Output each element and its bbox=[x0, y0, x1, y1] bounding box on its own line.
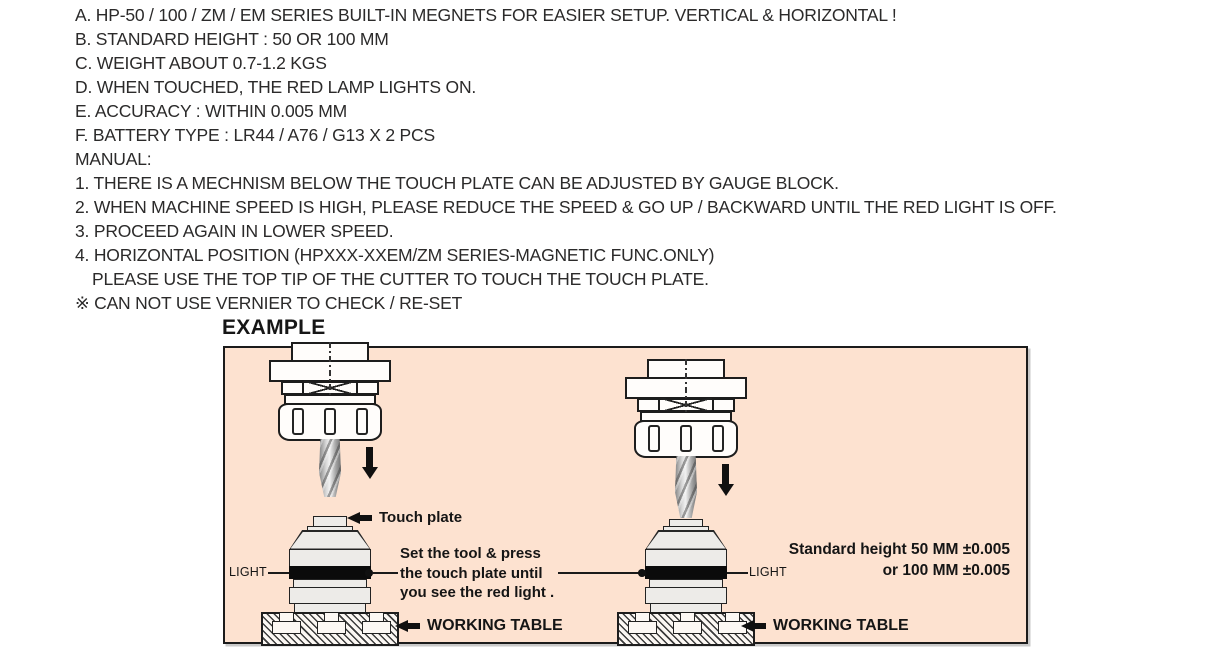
spindle-assembly-left bbox=[225, 348, 1026, 642]
touch-plate-lip bbox=[307, 526, 353, 531]
example-heading: EXAMPLE bbox=[222, 316, 326, 339]
note-line: ※ CAN NOT USE VERNIER TO CHECK / RE-SET bbox=[75, 293, 463, 313]
working-table-callout-left bbox=[395, 617, 563, 635]
spindle-shaft bbox=[647, 359, 725, 379]
setter-rings bbox=[289, 587, 371, 604]
collet-nut bbox=[278, 403, 382, 441]
setter-cone bbox=[289, 530, 371, 550]
spec-line-a: A. HP-50 / 100 / ZM / EM SERIES BUILT-IN MEGNETS FOR EASIER SETUP. VERTICAL & HORIZONTAL ! bbox=[75, 5, 897, 25]
setter-body bbox=[289, 549, 371, 567]
center-line bbox=[685, 359, 687, 415]
spec-line-d: D. WHEN TOUCHED, THE RED LAMP LIGHTS ON. bbox=[75, 77, 477, 97]
drive-key-cross bbox=[658, 398, 714, 412]
collet-slot bbox=[324, 408, 336, 435]
t-slot bbox=[628, 613, 655, 632]
collet-slot bbox=[648, 425, 660, 452]
manual-step-2: 2. WHEN MACHINE SPEED IS HIGH, PLEASE REDUCE THE SPEED & GO UP / BACKWARD UNTIL THE RED LIGHT IS OFF. bbox=[75, 197, 1057, 217]
working-table-label-right: WORKING TABLE bbox=[773, 617, 909, 634]
standard-height-note bbox=[755, 540, 1010, 581]
spindle-neck bbox=[284, 394, 376, 405]
light-label-right: LIGHT bbox=[749, 565, 787, 579]
down-arrow-icon bbox=[361, 447, 378, 479]
setter-step bbox=[293, 579, 367, 588]
center-line bbox=[329, 342, 331, 398]
height-setter-right bbox=[225, 348, 1026, 642]
setter-base bbox=[294, 603, 366, 613]
spindle-head bbox=[269, 360, 391, 382]
end-mill-cutter bbox=[319, 439, 341, 497]
drive-key-tabs bbox=[637, 398, 735, 412]
spindle-head bbox=[625, 377, 747, 399]
manual-step-3: 3. PROCEED AGAIN IN LOWER SPEED. bbox=[75, 221, 394, 241]
light-label-left: LIGHT bbox=[229, 565, 267, 579]
instruction-text bbox=[400, 544, 554, 603]
light-leader-line bbox=[268, 572, 289, 574]
spindle-neck bbox=[640, 411, 732, 422]
standard-height-line-1: Standard height 50 MM ±0.005 bbox=[788, 541, 1010, 558]
left-arrow-icon bbox=[395, 620, 420, 632]
setter-cone bbox=[645, 530, 727, 550]
manual-heading: MANUAL: bbox=[75, 149, 152, 169]
t-slot bbox=[272, 613, 299, 632]
instruction-line-1: Set the tool & press bbox=[400, 545, 541, 562]
leader-line bbox=[558, 572, 642, 574]
touch-plate-callout bbox=[347, 509, 462, 526]
collet-slot bbox=[680, 425, 692, 452]
setter-base bbox=[650, 603, 722, 613]
touch-plate-lip bbox=[663, 526, 709, 531]
example-diagram bbox=[223, 346, 1028, 644]
working-table bbox=[261, 612, 399, 646]
working-table-callout-right bbox=[741, 617, 909, 635]
drive-key-cross bbox=[302, 381, 358, 395]
spec-text-block bbox=[75, 3, 1057, 315]
instruction-line-3: you see the red light . bbox=[400, 584, 555, 601]
spec-line-e: E. ACCURACY : WITHIN 0.005 MM bbox=[75, 101, 347, 121]
collet-slot bbox=[292, 408, 304, 435]
down-arrow-icon bbox=[717, 464, 734, 496]
instruction-line-2: the touch plate until bbox=[400, 564, 543, 582]
touch-plate-cap bbox=[669, 519, 703, 527]
end-mill-cutter bbox=[675, 456, 697, 518]
leader-line bbox=[372, 572, 398, 574]
t-slot bbox=[673, 613, 700, 632]
light-leader-line bbox=[727, 572, 748, 574]
t-slot bbox=[362, 613, 389, 632]
setter-rings bbox=[645, 587, 727, 604]
collet-slot bbox=[712, 425, 724, 452]
manual-step-4: 4. HORIZONTAL POSITION (HPXXX-XXEM/ZM SERIES-MAGNETIC FUNC.ONLY) bbox=[75, 245, 715, 265]
leader-dot bbox=[638, 569, 646, 577]
t-slot bbox=[317, 613, 344, 632]
spec-line-f: F. BATTERY TYPE : LR44 / A76 / G13 X 2 PCS bbox=[75, 125, 435, 145]
collet-nut bbox=[634, 420, 738, 458]
red-light-band bbox=[289, 566, 371, 579]
spec-line-c: C. WEIGHT ABOUT 0.7-1.2 KGS bbox=[75, 53, 327, 73]
spindle-assembly-right bbox=[225, 348, 1026, 642]
setter-body bbox=[645, 549, 727, 567]
standard-height-line-2: or 100 MM ±0.005 bbox=[882, 561, 1010, 579]
working-table-label-left: WORKING TABLE bbox=[427, 617, 563, 634]
left-arrow-icon bbox=[347, 512, 372, 524]
left-arrow-icon bbox=[741, 620, 766, 632]
red-light-band bbox=[645, 566, 727, 579]
touch-plate-cap bbox=[313, 516, 347, 527]
manual-step-1: 1. THERE IS A MECHNISM BELOW THE TOUCH PLATE CAN BE ADJUSTED BY GAUGE BLOCK. bbox=[75, 173, 839, 193]
drive-key-tabs bbox=[281, 381, 379, 395]
working-table bbox=[617, 612, 755, 646]
height-setter-left bbox=[225, 348, 1026, 642]
spec-line-b: B. STANDARD HEIGHT : 50 OR 100 MM bbox=[75, 29, 389, 49]
manual-step-4-continued: PLEASE USE THE TOP TIP OF THE CUTTER TO TOUCH THE TOUCH PLATE. bbox=[92, 269, 709, 289]
spindle-shaft bbox=[291, 342, 369, 362]
setter-step bbox=[649, 579, 723, 588]
touch-plate-label: Touch plate bbox=[379, 509, 463, 526]
collet-slot bbox=[356, 408, 368, 435]
